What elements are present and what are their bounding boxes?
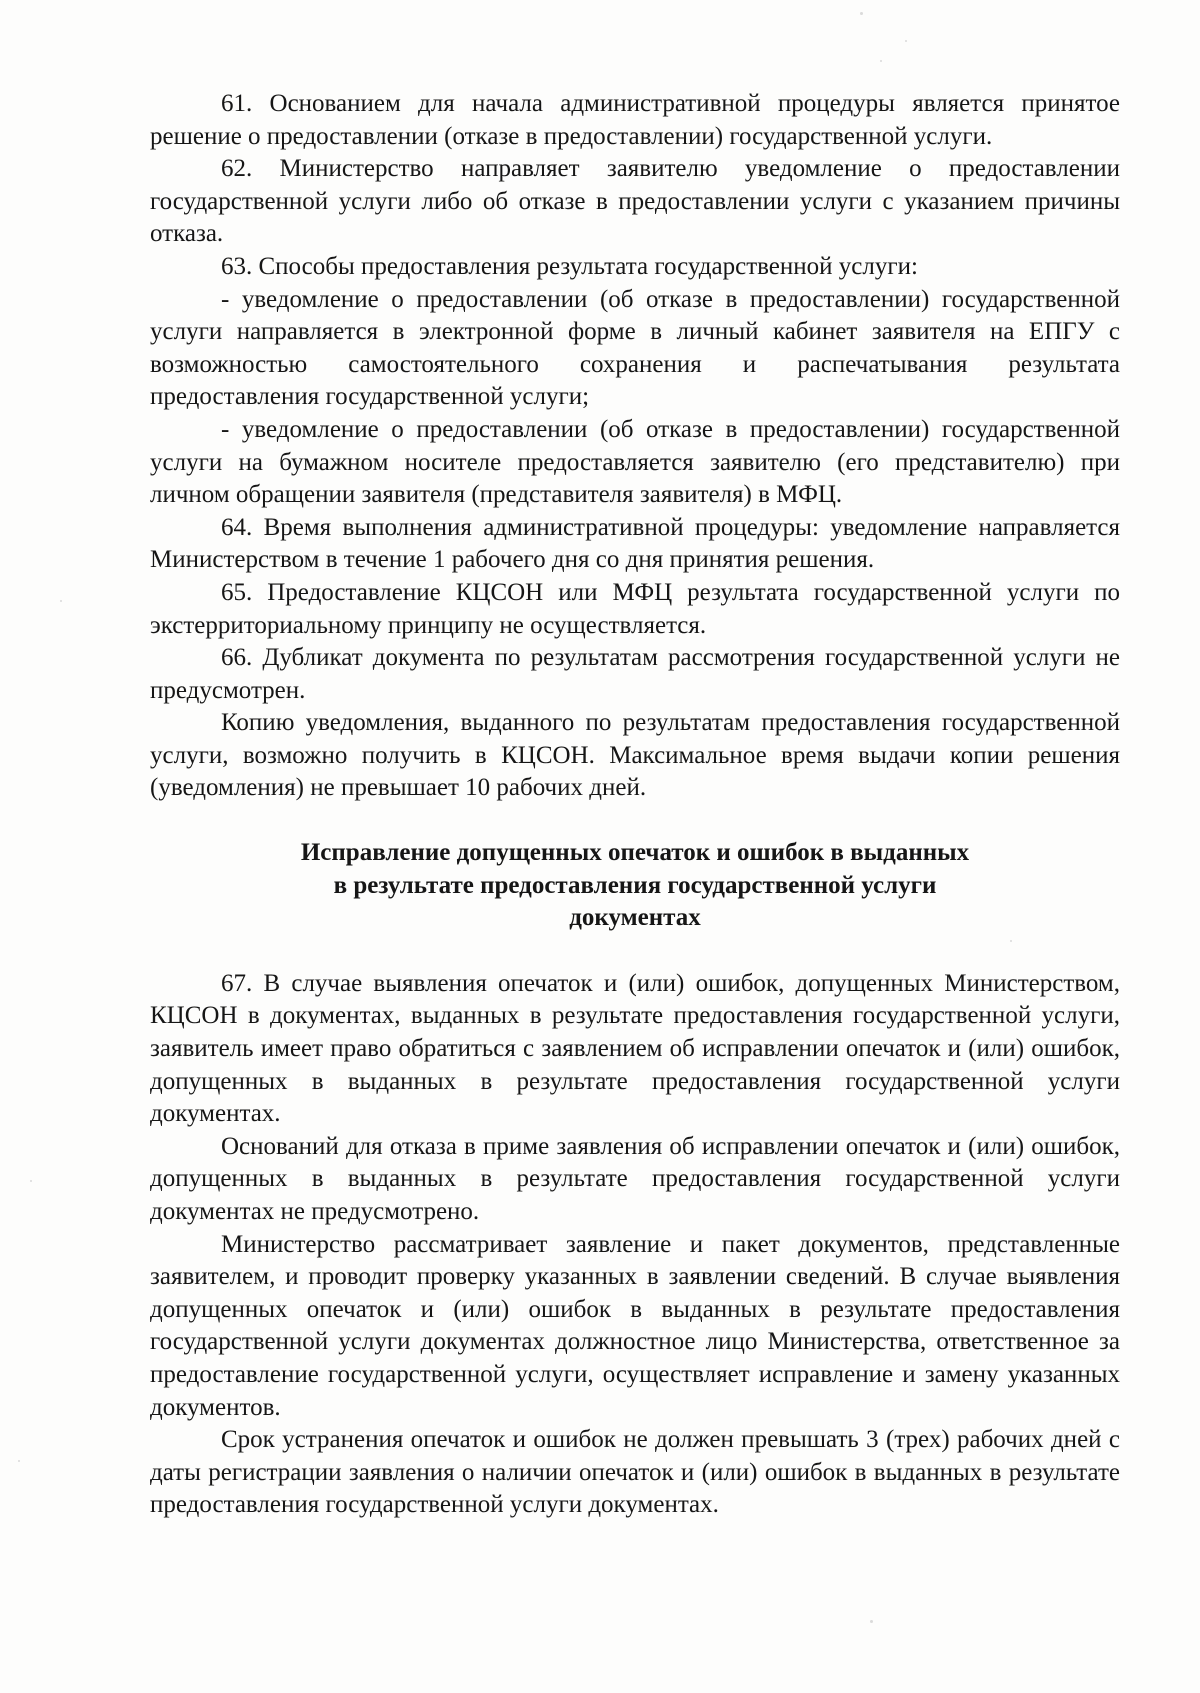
paragraph-deadline: Срок устранения опечаток и ошибок не должен превышать 3 (трех) рабочих дней с даты регистрации заявления о наличии опечаток и (или) ошибок в выданных в результате предоставления государственной услуги документах.: [150, 1426, 1120, 1519]
section-heading-line-1: Исправление допущенных опечаток и ошибок в выданных: [300, 839, 970, 867]
paragraph-63: 63. Способы предоставления результата государственной услуги:: [221, 252, 918, 280]
list-item-paper: - уведомление о предоставлении (об отказе в предоставлении) государственной услуги на бумажном носителе предоставляется заявителю (его представителю) при личном обращении заявителя (представителя заявителя) в МФЦ.: [150, 415, 1120, 509]
paragraph-65: 65. Предоставление КЦСОН или МФЦ результата государственной услуги по экстерриториальному принципу не осуществляется.: [150, 578, 1120, 639]
document-body: [150, 88, 1120, 1522]
paragraph-67: 67. В случае выявления опечаток и (или) ошибок, допущенных Министерством, КЦСОН в документах, выданных в результате предоставления государственной услуги, заявитель имеет право обратиться с заявлением об исправлении опечаток и (или) ошибок, допущенных в выданных в результате предоставления государственной услуги документах.: [150, 969, 1120, 1128]
section-heading-line-2: в результате предоставления государственной услуги: [333, 871, 937, 899]
paragraph-ministry-review: Министерство рассматривает заявление и пакет документов, представленные заявителем, и проводит проверку указанных в заявлении сведений. В случае выявления допущенных опечаток и (или) ошибок в выданных в результате предоставления государственной услуги документах должностное лицо Министерства, ответственное за предоставление государственной услуги, осуществляет исправление и замену указанных документов.: [150, 1230, 1120, 1421]
paragraph-no-refusal: Оснований для отказа в приме заявления об исправлении опечаток и (или) ошибок, допущенных в выданных в результате предоставления государственной услуги документах не предусмотрено.: [150, 1132, 1120, 1225]
paragraph-64: 64. Время выполнения административной процедуры: уведомление направляется Министерством в течение 1 рабочего дня со дня принятия решения.: [150, 513, 1120, 574]
scan-speckle: [18, 1460, 20, 1462]
scan-speckle: [860, 12, 863, 15]
paragraph-copy-notice: Копию уведомления, выданного по результатам предоставления государственной услуги, возможно получить в КЦСОН. Максимальное время выдачи копии решения (уведомления) не превышает 10 рабочих дней.: [150, 709, 1120, 802]
paragraph-66: 66. Дубликат документа по результатам рассмотрения государственной услуги не предусмотрен.: [150, 644, 1120, 704]
scan-speckle: [870, 1620, 873, 1623]
section-heading: [150, 837, 1120, 935]
scan-speckle: [880, 60, 882, 62]
paragraph-62: 62. Министерство направляет заявителю уведомление о предоставлении государственной услуги либо об отказе в предоставлении услуги с указанием причины отказа.: [150, 155, 1120, 248]
scan-speckle: [1010, 940, 1012, 942]
scan-speckle: [30, 1180, 32, 1182]
list-item-electronic: - уведомление о предоставлении (об отказе в предоставлении) государственной услуги направляется в электронной форме в личный кабинет заявителя на ЕПГУ с возможностью самостоятельного сохранения и распечатывания результата предоставления государственной услуги;: [150, 285, 1120, 411]
scan-speckle: [60, 600, 62, 602]
scan-speckle: [905, 40, 907, 42]
section-heading-line-3: документах: [569, 904, 701, 932]
paragraph-61: 61. Основанием для начала административной процедуры является принятое решение о предоставлении (отказе в предоставлении) государственной услуги.: [150, 90, 1120, 150]
